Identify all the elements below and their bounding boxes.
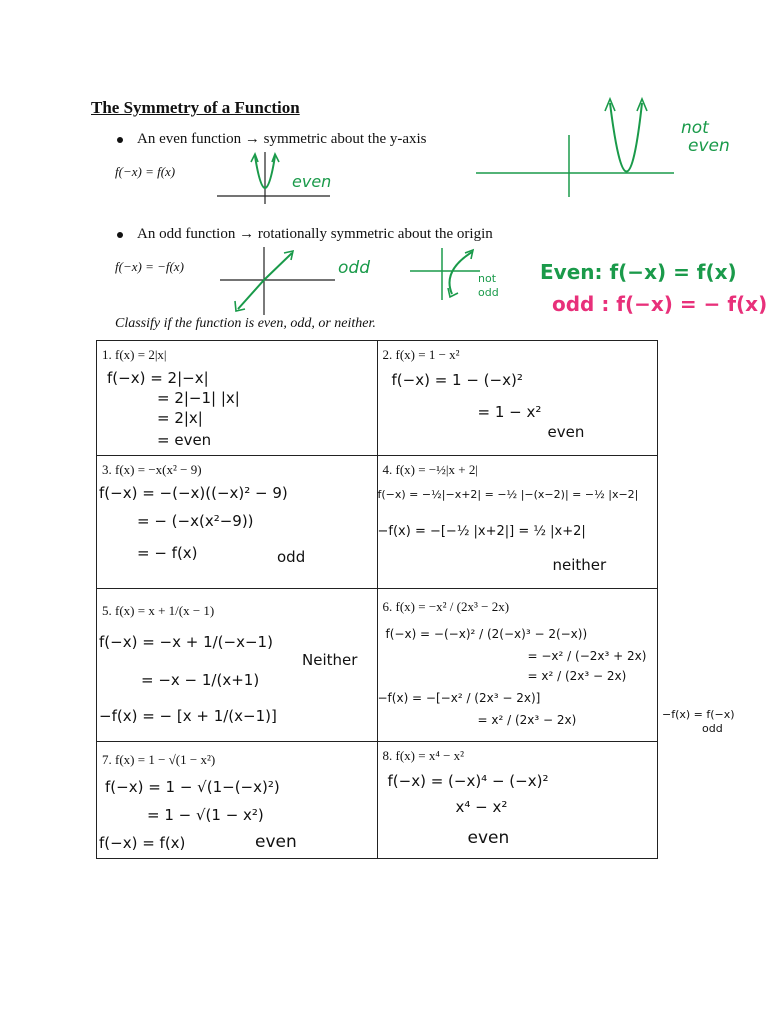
problem-6-work-1: f(−x) = −(−x)² / (2(−x)³ − 2(−x)) [385,627,588,641]
odd-formula: f(−x) = −f(x) [115,259,184,274]
problem-2-label: 2. f(x) = 1 − x² [382,347,460,362]
problem-6-answer: odd [702,722,723,735]
problem-table [96,340,658,859]
problem-7-work-1: f(−x) = 1 − √(1−(−x)²) [105,778,280,796]
odd-bullet [117,226,493,243]
problem-row [97,589,658,742]
problem-7-answer: even [255,832,297,852]
problem-6-work-4: −f(x) = −[−x² / (2x³ − 2x)] [377,691,541,705]
problem-1 [97,341,378,456]
problem-4-work-2: −f(x) = −[−½ |x+2|] = ½ |x+2| [377,524,586,539]
problem-5-work-2: = −x − 1/(x+1) [141,671,260,689]
odd-graph [220,245,340,317]
odd-definition: odd : f(−x) = − f(x) [552,292,768,316]
problem-7-work-3: f(−x) = f(x) [99,834,186,852]
even-graph-label: even [292,172,332,191]
problem-5-label: 5. f(x) = x + 1/(x − 1) [102,603,215,618]
even-definition: Even: f(−x) = f(x) [540,260,737,284]
problem-4-work-1: f(−x) = −½|−x+2| = −½ |−(x−2)| = −½ |x−2| [377,488,639,501]
problem-4-answer: neither [552,556,607,574]
odd-graph-label: odd [338,258,370,278]
problem-2-answer: even [547,423,585,441]
problem-8-label: 8. f(x) = x⁴ − x² [382,748,465,763]
problem-5-work-3: −f(x) = − [x + 1/(x−1)] [99,707,277,725]
problem-4 [377,456,658,589]
problem-4-label: 4. f(x) = −½|x + 2| [382,462,478,477]
problem-7-work-2: = 1 − √(1 − x²) [147,806,264,824]
not-even-note-2: even [688,136,730,156]
problem-row [97,341,658,456]
even-bullet-text: An even function → symmetric about the y-axis [137,131,427,147]
problem-1-work-4: = even [157,431,212,449]
problem-8-work-2: x⁴ − x² [455,798,508,816]
problem-2-work-1: f(−x) = 1 − (−x)² [391,371,523,389]
problem-8-answer: even [467,828,510,848]
not-even-graph [476,95,676,200]
not-odd-note-1: not [478,272,497,285]
problem-6-work-2: = −x² / (−2x³ + 2x) [527,649,647,663]
problem-5-work-1: f(−x) = −x + 1/(−x−1) [99,633,273,651]
problem-8 [377,742,658,859]
not-odd-note-2: odd [478,286,499,299]
problem-3-label: 3. f(x) = −x(x² − 9) [102,462,202,477]
problem-row [97,456,658,589]
problem-2-work-2: = 1 − x² [477,403,542,421]
problem-6-work-5: = x² / (2x³ − 2x) [477,713,577,727]
problem-3-work-3: = − f(x) [137,544,198,562]
problem-5 [97,589,378,742]
problem-1-label: 1. f(x) = 2|x| [102,347,167,362]
problem-row [97,742,658,859]
problem-3-answer: odd [277,548,306,566]
problem-1-work-1: f(−x) = 2|−x| [107,369,209,387]
problem-6-label: 6. f(x) = −x² / (2x³ − 2x) [382,599,510,614]
not-even-note-1: not [681,118,709,138]
problem-6 [377,589,658,742]
problem-3-work-2: = − (−x(x²−9)) [137,512,254,530]
page-title: The Symmetry of a Function [91,98,300,117]
problem-1-work-3: = 2|x| [157,409,203,427]
problem-7 [97,742,378,859]
problem-1-work-2: = 2|−1| |x| [157,389,240,407]
problem-5-answer: Neither [302,651,358,669]
even-formula: f(−x) = f(x) [115,164,176,179]
problem-3 [97,456,378,589]
odd-bullet-text: An odd function → rotationally symmetric about the origin [137,226,493,242]
problem-3-work-1: f(−x) = −(−x)((−x)² − 9) [99,484,288,502]
problem-7-label: 7. f(x) = 1 − √(1 − x²) [102,752,216,767]
problem-6-work-3: = x² / (2x³ − 2x) [527,669,627,683]
even-bullet [117,131,427,148]
problem-2 [377,341,658,456]
problem-8-work-1: f(−x) = (−x)⁴ − (−x)² [387,772,549,790]
problem-6-margin-note: −f(x) = f(−x) [662,708,735,721]
instruction: Classify if the function is even, odd, or neither. [115,316,376,331]
